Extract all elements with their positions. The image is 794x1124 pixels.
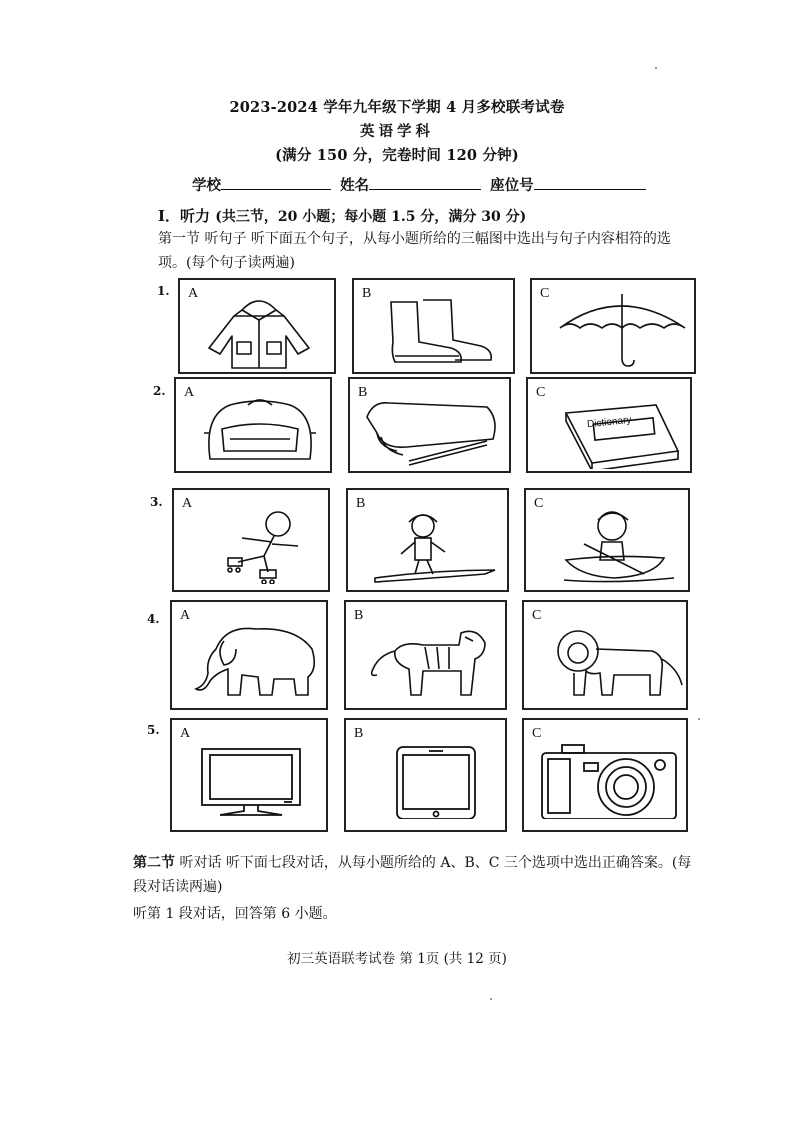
dictionary-icon <box>526 389 696 469</box>
question-number: 4. <box>147 612 160 626</box>
page-footer: 初三英语联考试卷 第 1页 (共 12 页) <box>287 951 507 967</box>
section1-heading <box>158 205 526 226</box>
question-number: 3. <box>150 495 163 509</box>
scan-speck <box>698 718 700 720</box>
part2-instruction <box>133 851 703 899</box>
raincoat-icon <box>174 290 344 370</box>
elephant-icon <box>166 619 336 699</box>
option-picture-box[interactable] <box>346 488 509 592</box>
option-letter: C <box>532 726 542 741</box>
option-letter: C <box>532 608 542 623</box>
notebook-pen-icon <box>347 389 517 469</box>
option-letter: B <box>356 496 366 511</box>
option-picture-box[interactable] <box>348 377 511 473</box>
option-picture-box[interactable] <box>526 377 692 473</box>
exam-title: 2023-2024 学年九年级下学期 4 月多校联考试卷 <box>229 99 565 116</box>
option-letter: A <box>184 385 195 400</box>
option-letter: B <box>354 726 364 741</box>
section1-title: I．听力 <box>158 207 211 225</box>
option-letter: C <box>540 286 550 301</box>
option-letter: A <box>188 286 199 301</box>
dictionary-cover-label: Dictionary <box>586 414 632 431</box>
option-picture-box[interactable] <box>344 718 507 832</box>
question-number: 1. <box>157 284 170 298</box>
option-letter: C <box>536 385 546 400</box>
option-letter: A <box>182 496 193 511</box>
seat-label: 座位号 <box>490 177 534 194</box>
tablet-icon <box>343 739 513 819</box>
option-picture-box[interactable] <box>530 278 696 374</box>
roller-skating-icon <box>168 504 338 584</box>
seat-blank[interactable] <box>534 175 646 190</box>
dialog-intro: 听第 1 段对话，回答第 6 小题。 <box>133 906 337 922</box>
camera-icon <box>522 739 692 819</box>
tiger-icon <box>343 619 513 699</box>
option-picture-box[interactable] <box>522 600 688 710</box>
school-label: 学校 <box>192 177 221 194</box>
option-picture-box[interactable] <box>344 600 507 710</box>
tv-monitor-icon <box>166 739 336 819</box>
option-letter: A <box>180 608 191 623</box>
rowing-boat-icon <box>524 504 694 584</box>
option-picture-box[interactable] <box>178 278 336 374</box>
lion-icon <box>522 619 692 699</box>
exam-subject: 英语学科 <box>360 123 434 140</box>
option-picture-box[interactable] <box>524 488 690 592</box>
option-picture-box[interactable] <box>174 377 332 473</box>
option-picture-box[interactable] <box>522 718 688 832</box>
part2-text: 听对话 听下面七段对话，从每小题所给的 A、B、C 三个选项中选出正确答案。(每段对话读两遍) <box>133 855 692 895</box>
option-letter: A <box>180 726 191 741</box>
question-number: 5. <box>147 723 160 737</box>
option-picture-box[interactable] <box>170 600 328 710</box>
exam-score-time: (满分 150 分，完卷时间 120 分钟) <box>275 147 519 164</box>
surfing-icon <box>345 504 515 584</box>
part1-instruction: 第一节 听句子 听下面五个句子，从每小题所给的三幅图中选出与句子内容相符的选项。(每个句子读两遍) <box>158 231 671 271</box>
rain-boots-icon <box>351 290 521 370</box>
option-letter: B <box>354 608 364 623</box>
option-picture-box[interactable] <box>352 278 515 374</box>
student-info-fields <box>192 174 650 195</box>
umbrella-icon <box>530 290 700 370</box>
option-letter: B <box>362 286 372 301</box>
name-label: 姓名 <box>340 177 370 194</box>
option-picture-box[interactable] <box>172 488 330 592</box>
option-letter: C <box>534 496 544 511</box>
section1-detail: (共三节，20 小题；每小题 1.5 分，满分 30 分) <box>215 209 527 225</box>
school-blank[interactable] <box>221 175 331 190</box>
question-number: 2. <box>153 384 166 398</box>
scan-speck <box>655 67 657 69</box>
option-letter: B <box>358 385 368 400</box>
part2-heading: 第二节 <box>133 855 175 871</box>
name-blank[interactable] <box>369 175 481 190</box>
backpack-icon <box>170 389 340 469</box>
scan-speck <box>490 998 492 1000</box>
option-picture-box[interactable] <box>170 718 328 832</box>
